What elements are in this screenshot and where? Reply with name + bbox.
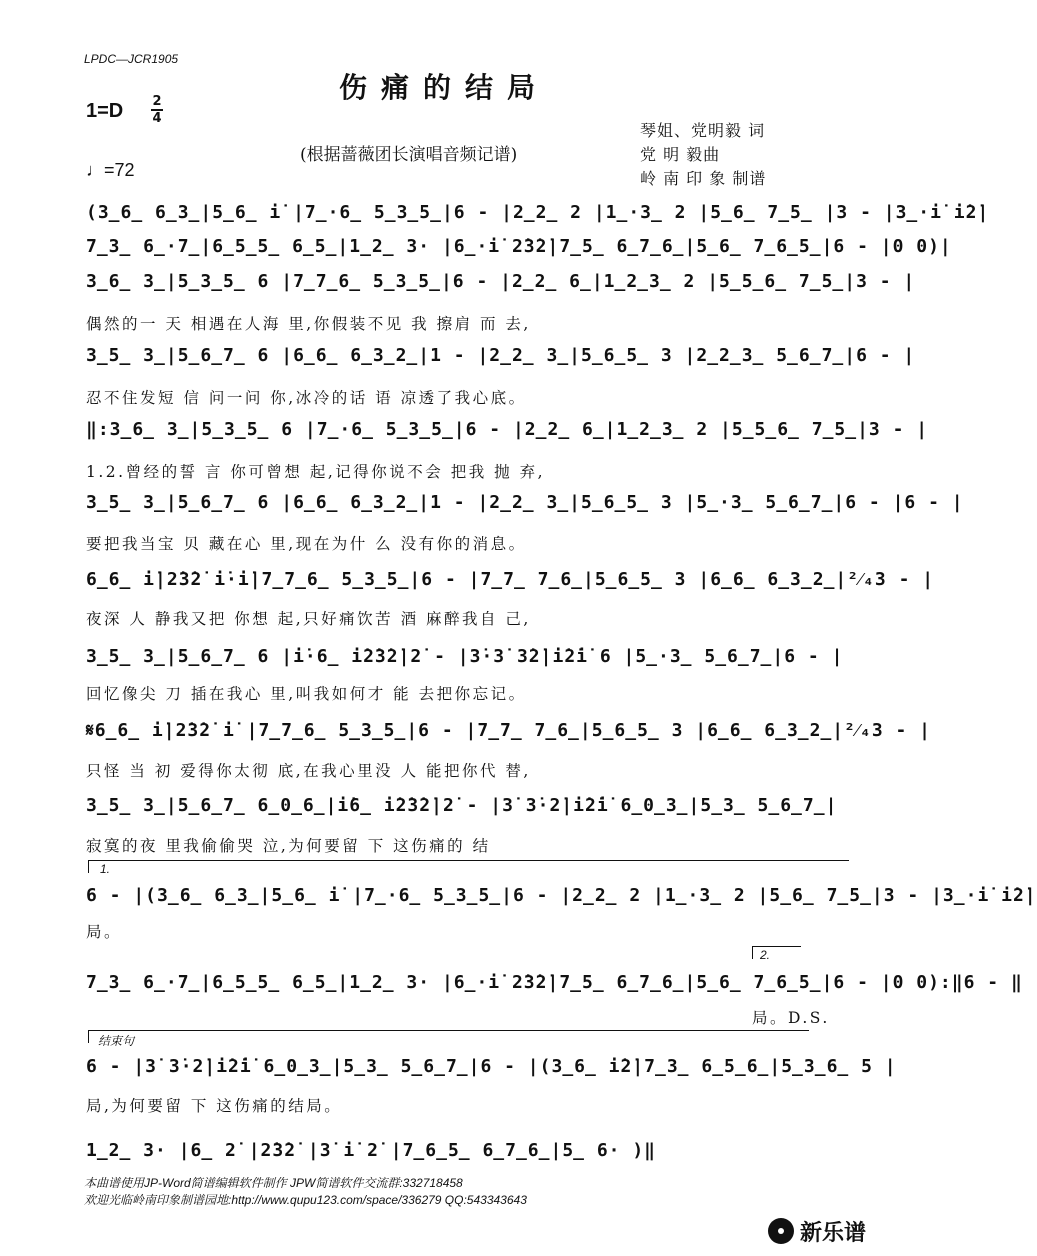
logo-text: 新乐谱 [799,1220,866,1246]
site-logo [768,1214,866,1248]
song-title: 伤痛的结局 [338,71,549,104]
notation-row: 6̲6̲ i̇|2̇3̇2̇ i̇·i̇|7̲7̲6̲ 5̲3̲5̲|6 - |7̲7̲ 7̲6̲|5̲6̲5̲ 3 |6̲6̲ 6̲3̲2̲|²⁄₄3 - | [86,569,935,590]
lyrics-row: 忍不住发短 信 问一问 你,冰冷的话 语 凉透了我心底。 [86,389,527,407]
notation-row: 7̲3̲ 6̲·7̲|6̲5̲5̲ 6̲5̲|1̲2̲ 3· |6̲·i̇ 2̇3̇2̇|7̲5̲ 6̲7̲6̲|5̲6̲ 7̲6̲5̲|6 - |0 0)| [86,236,952,257]
meter-top: 2 [152,94,162,109]
subtitle: (根据蔷薇团长演唱音频记谱) [300,145,518,165]
lyrics-row: 局,为何要留 下 这伤痛的结局。 [86,1097,343,1115]
volta-label-2: 2. [760,948,771,962]
notation-row: 𝄋6̲6̲ i̇|2̇3̇2̇ i̇ |7̲7̲6̲ 5̲3̲5̲|6 - |7̲7̲ 7̲6̲|5̲6̲5̲ 3 |6̲6̲ 6̲3̲2̲|²⁄₄3 - | [86,720,932,741]
notation-row: 3̲5̲ 3̲|5̲6̲7̲ 6̲0̲6̲|i̇6̲ i̇2̇3̇2̇|2̇ - |3̇ 3̇·2̇|i̇2̇i̇ 6̲0̲3̲|5̲3̲ 5̲6̲7̲| [86,795,838,816]
notation-row: (3̲6̲ 6̲3̲|5̲6̲ i̇ |7̲·6̲ 5̲3̲5̲|6 - |2̲2̲ 2 |1̲·3̲ 2 |5̲6̲ 7̲5̲ |3 - |3̲·i̇ i̇2̇| [86,202,990,223]
notation-row: 3̲5̲ 3̲|5̲6̲7̲ 6 |i̇·6̲ i̇2̇3̇2̇|2̇ - |3̇·3̇ 3̇2̇|i̇2̇i̇ 6 |5̲·3̲ 5̲6̲7̲|6 - | [86,646,844,667]
lyrics-row: 局。D.S. [752,1009,830,1027]
notation-row: 3̲6̲ 3̲|5̲3̲5̲ 6 |7̲7̲6̲ 5̲3̲5̲|6 - |2̲2̲ 6̲|1̲2̲3̲ 2 |5̲5̲6̲ 7̲5̲|3 - | [86,271,916,292]
footer-website-note: 欢迎光临岭南印象制谱园地:http://www.qupu123.com/space/336279 QQ:543343643 [84,1193,527,1207]
notation-row: 3̲5̲ 3̲|5̲6̲7̲ 6 |6̲6̲ 6̲3̲2̲|1 - |2̲2̲ 3̲|5̲6̲5̲ 3 |5̲·3̲ 5̲6̲7̲|6 - |6 - | [86,492,964,513]
lyrics-row: 回忆像尖 刀 插在我心 里,叫我如何才 能 去把你忘记。 [86,685,527,703]
score-code: LPDC—JCR1905 [84,52,179,66]
lyrics-row: 夜深 人 静我又把 你想 起,只好痛饮苦 酒 麻醉我自 己, [86,610,531,628]
key-signature: 1=D [86,100,124,122]
notation-row: ‖:3̲6̲ 3̲|5̲3̲5̲ 6 |7̲·6̲ 5̲3̲5̲|6 - |2̲2̲ 6̲|1̲2̲3̲ 2 |5̲5̲6̲ 7̲5̲|3 - | [86,419,929,440]
credit-composer: 党 明 毅曲 [640,145,721,164]
lyrics-row: 要把我当宝 贝 藏在心 里,现在为什 么 没有你的消息。 [86,535,527,553]
lyrics-row: 偶然的一 天 相遇在人海 里,你假装不见 我 擦肩 而 去, [86,315,531,333]
notation-row: 6 - |3̇ 3̇·2̇|i̇2̇i̇ 6̲0̲3̲|5̲3̲ 5̲6̲7̲|6 - |(3̲6̲ i̇2̇|7̲3̲ 6̲5̲6̲|5̲3̲6̲ 5 | [86,1056,897,1077]
notation-row: 6 - |(3̲6̲ 6̲3̲|5̲6̲ i̇ |7̲·6̲ 5̲3̲5̲|6 - |2̲2̲ 2 |1̲·3̲ 2 |5̲6̲ 7̲5̲|3 - |3̲·i̇ i̇2̇| [86,885,1037,906]
lyrics-row: 只怪 当 初 爱得你太彻 底,在我心里没 人 能把你代 替, [86,762,531,780]
notation-row: 1̲2̲ 3· |6̲ 2̇ |2̇3̇2̇ |3̇ i̇ 2̇ |7̲6̲5̲ 6̲7̲6̲|5̲ 6· )‖ [86,1140,657,1161]
notation-row: 3̲5̲ 3̲|5̲6̲7̲ 6 |6̲6̲ 6̲3̲2̲|1 - |2̲2̲ 3̲|5̲6̲5̲ 3 |2̲2̲3̲ 5̲6̲7̲|6 - | [86,345,916,366]
lyrics-row: 寂寞的夜 里我偷偷哭 泣,为何要留 下 这伤痛的 结 [86,837,491,855]
record-disc-icon [768,1218,794,1244]
footer-software-note: 本曲谱使用JP-Word简谱编辑软件制作 JPW简谱软件交流群:332718458 [84,1176,463,1190]
tempo-marking: ♩=72 [86,160,135,180]
notation-row: 7̲3̲ 6̲·7̲|6̲5̲5̲ 6̲5̲|1̲2̲ 3· |6̲·i̇ 2̇3̇2̇|7̲5̲ 6̲7̲6̲|5̲6̲ 7̲6̲5̲|6 - |0 0):‖6 - ‖ [86,972,1023,993]
lyrics-row: 1.2.曾经的誓 言 你可曾想 起,记得你说不会 把我 抛 弃, [86,463,545,481]
meter-bottom: 4 [152,111,162,126]
volta-bracket-1 [88,860,849,873]
coda-bracket [88,1030,809,1043]
coda-label: 结束句 [98,1034,135,1048]
credit-transcriber: 岭 南 印 象 制谱 [640,169,767,188]
credit-lyricist: 琴姐、党明毅 词 [640,121,766,140]
volta-label-1: 1. [100,862,111,876]
lyrics-row: 局。 [86,923,123,941]
time-signature [150,94,164,126]
